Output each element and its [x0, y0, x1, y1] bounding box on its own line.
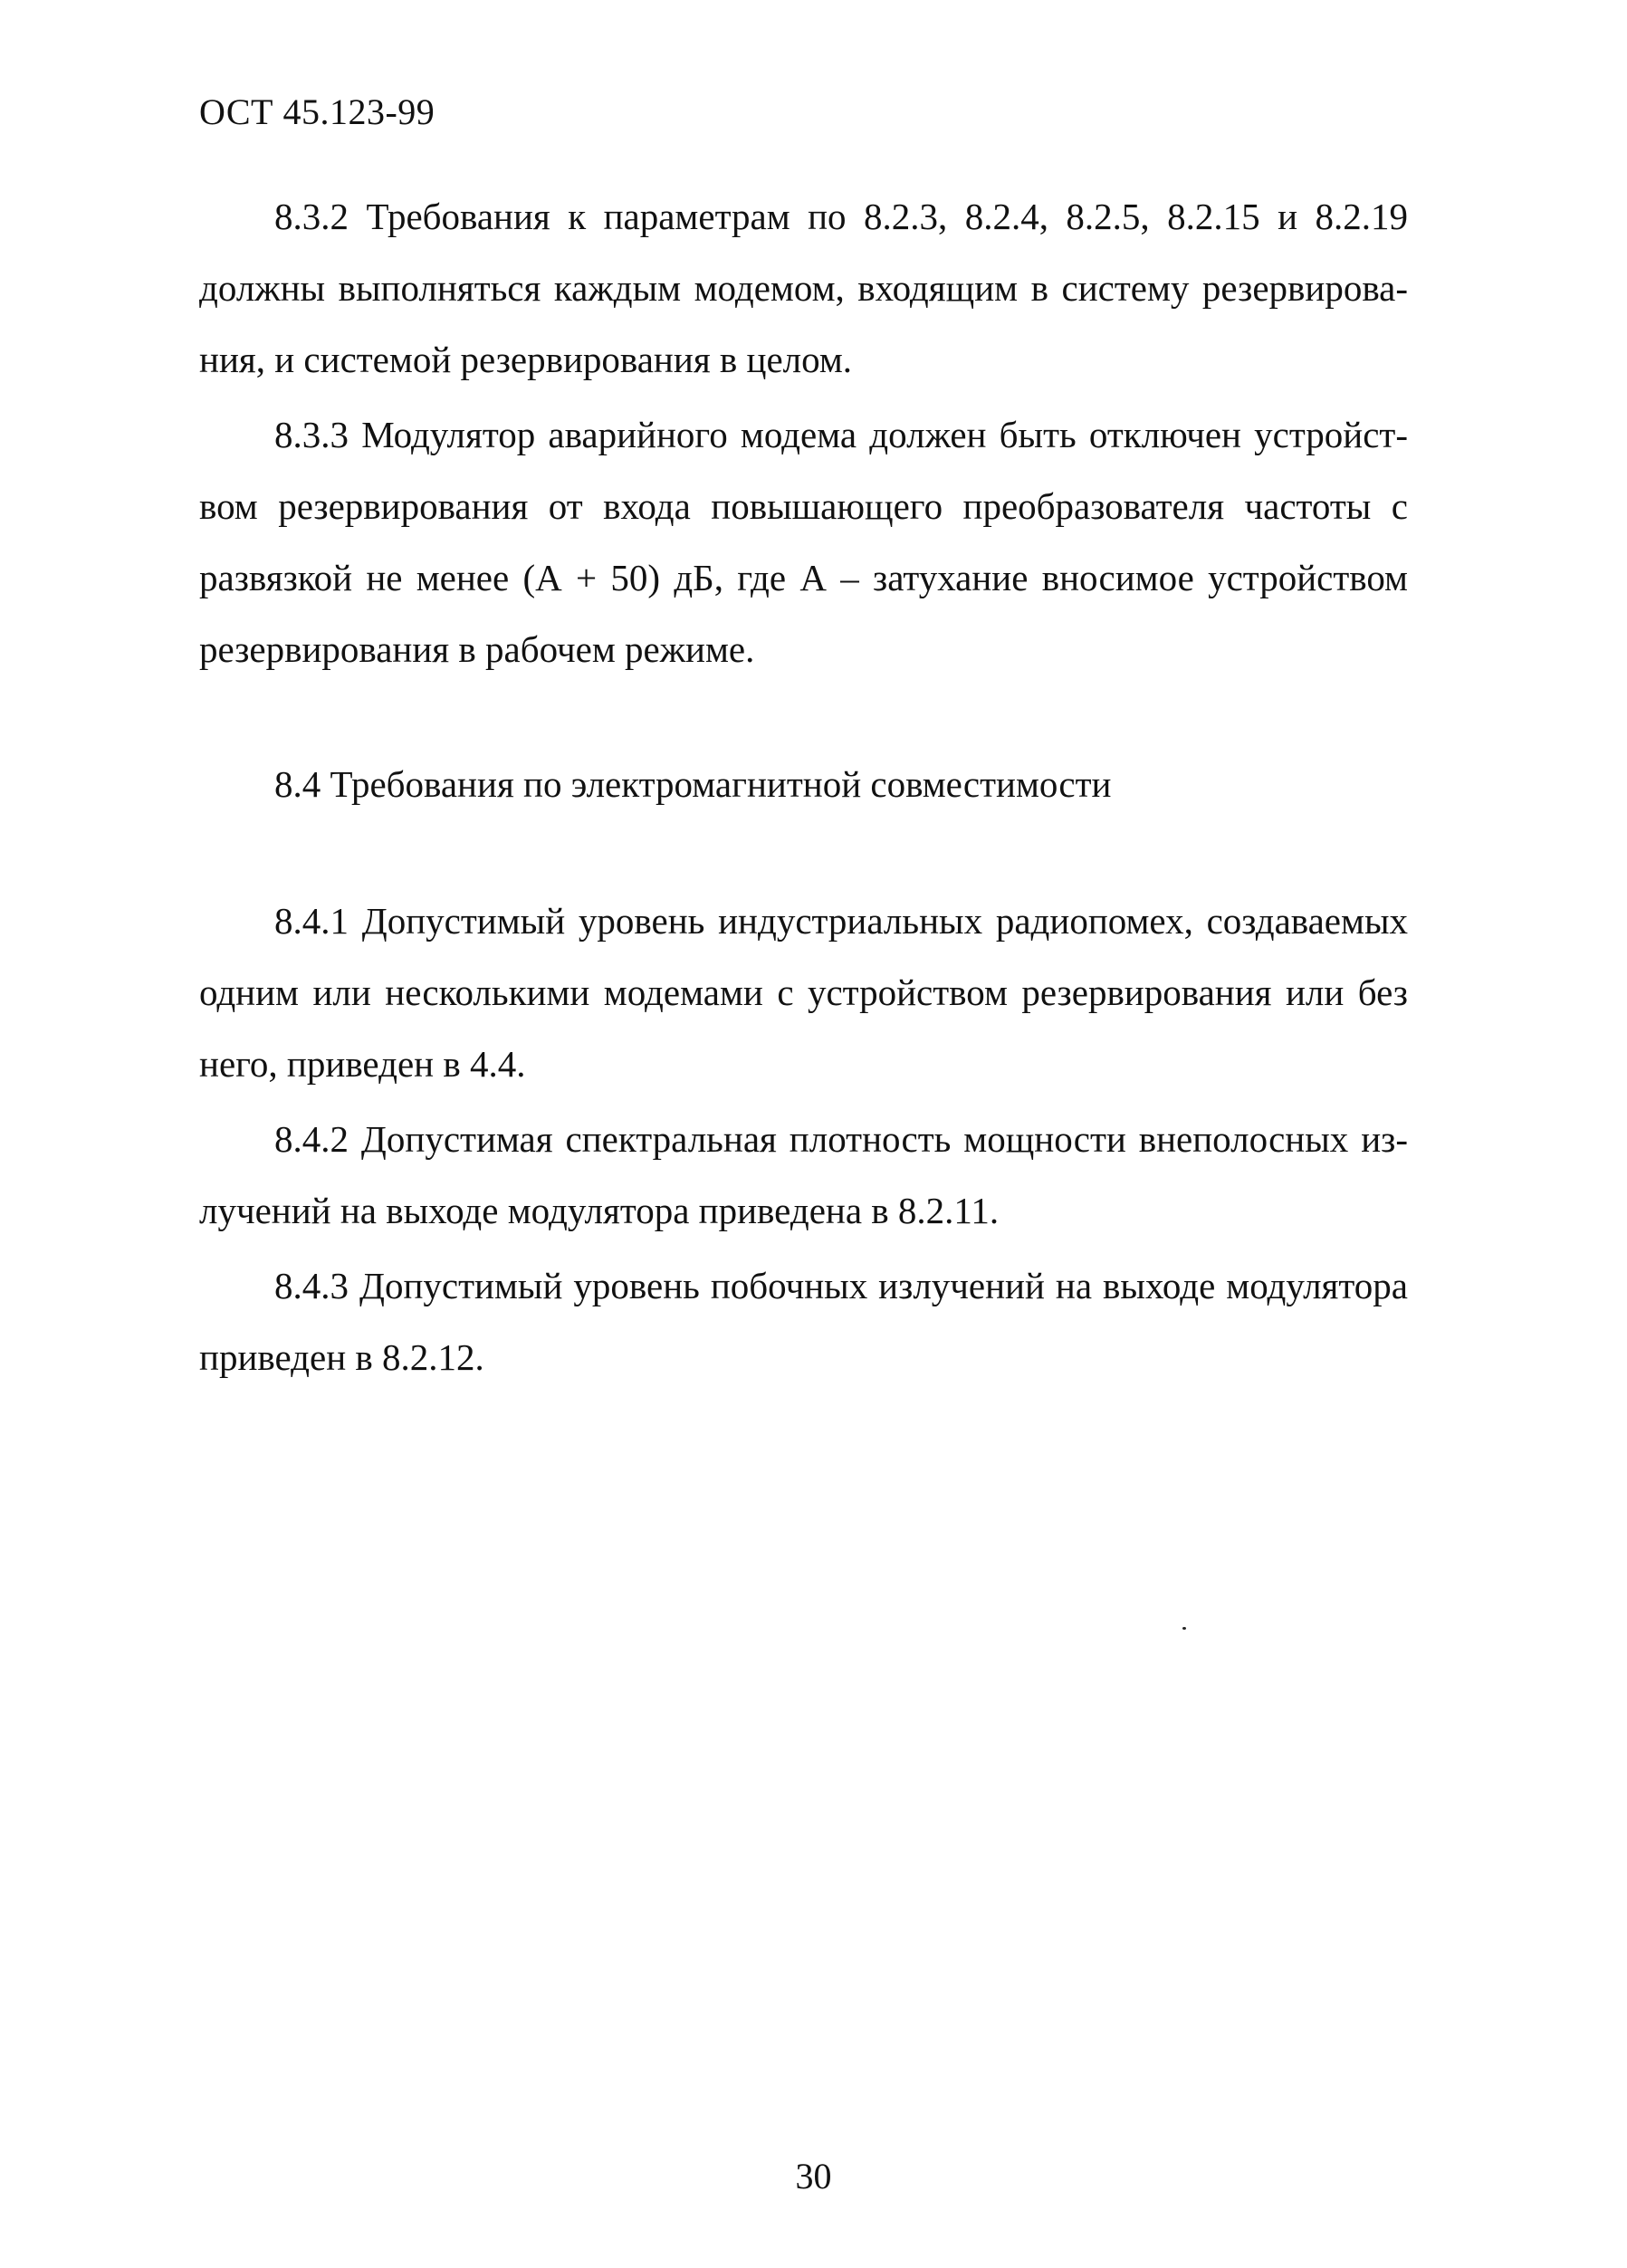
text-line: одним или несколькими модемами с устройством резервирования или без	[199, 971, 1408, 1013]
text-line: него, приведен в 4.4.	[199, 1043, 526, 1085]
text-line: 8.4.1 Допустимый уровень индустриальных радиопомех, создаваемых	[274, 900, 1408, 942]
text-line: резервирования в рабочем режиме.	[199, 628, 755, 670]
page-number: 30	[795, 2156, 832, 2196]
text-line: должны выполняться каждым модемом, входящим в систему резервирова-	[199, 267, 1408, 309]
text-line: 8.3.2 Требования к параметрам по 8.2.3, 8.2.4, 8.2.5, 8.2.15 и 8.2.19	[274, 196, 1408, 237]
text-line: приведен в 8.2.12.	[199, 1336, 484, 1378]
document-code: ОСТ 45.123-99	[199, 91, 435, 132]
text-line: развязкой не менее (А + 50) дБ, где А – затухание вносимое устройством	[199, 557, 1408, 598]
paragraph-8-4-3	[199, 1250, 1408, 1393]
paragraph-8-4-1	[199, 885, 1408, 1100]
paragraph-8-3-2	[199, 181, 1408, 396]
scan-speck	[1182, 1627, 1186, 1630]
text-line: лучений на выходе модулятора приведена в 8.2.11.	[199, 1190, 1000, 1231]
paragraph-8-4-2	[199, 1104, 1408, 1247]
text-line: вом резервирования от входа повышающего преобразователя частоты с	[199, 485, 1408, 527]
text-line: 8.4.2 Допустимая спектральная плотность мощности внеполосных из-	[274, 1118, 1408, 1160]
section-heading-8-4: 8.4 Требования по электромагнитной совместимости	[274, 763, 1112, 805]
paragraph-8-3-3	[199, 399, 1408, 685]
text-line: 8.3.3 Модулятор аварийного модема должен быть отключен устройст-	[274, 414, 1408, 455]
text-line: 8.4.3 Допустимый уровень побочных излучений на выходе модулятора	[274, 1265, 1408, 1306]
text-line: ния, и системой резервирования в целом.	[199, 339, 853, 380]
page-content	[199, 181, 1408, 1393]
